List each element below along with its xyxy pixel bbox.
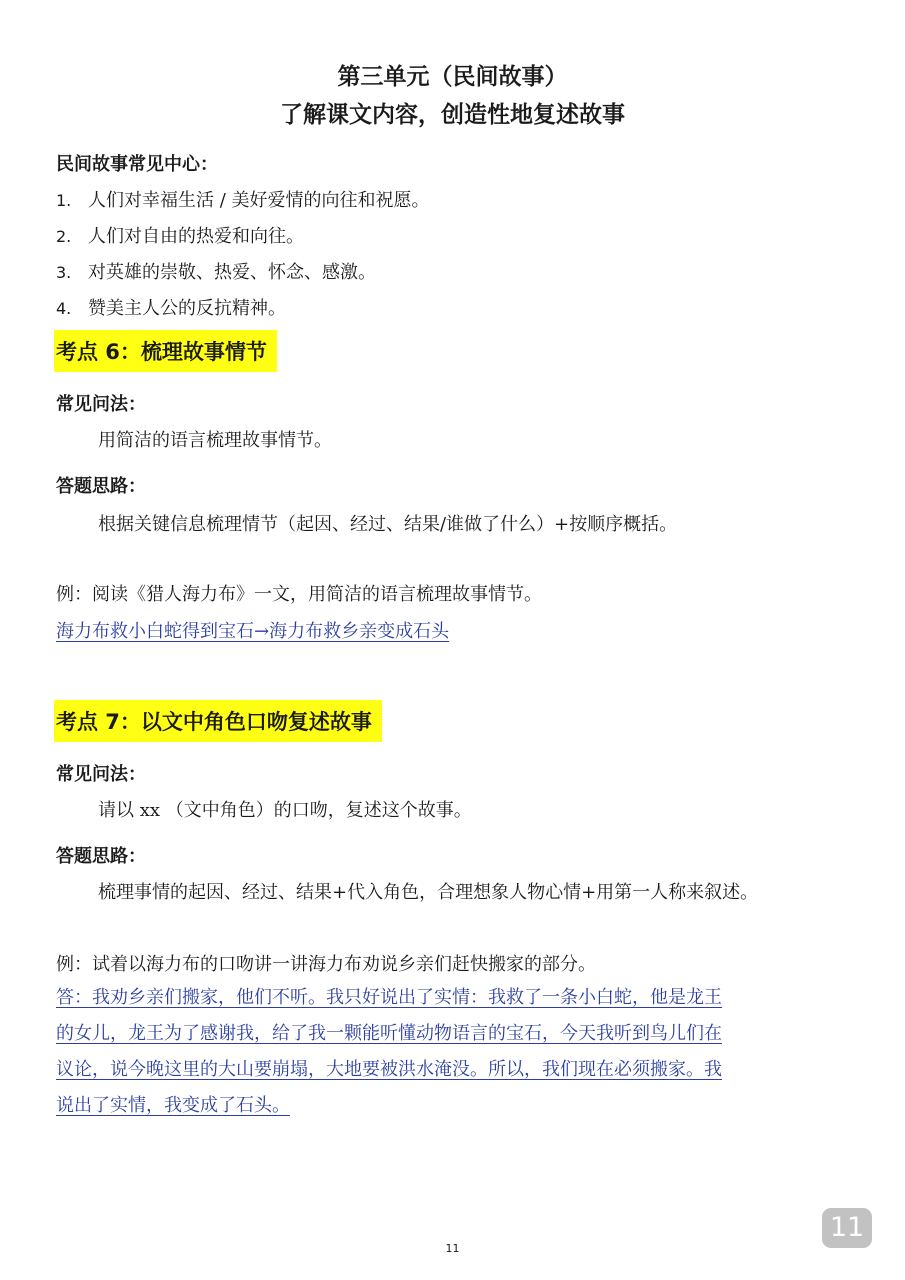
- list-item-text: 对英雄的崇敬、热爱、怀念、感激。: [88, 262, 376, 283]
- list-item-number: 2.: [56, 227, 72, 246]
- page-badge: 11: [822, 1208, 872, 1248]
- answer-line: 答：我劝乡亲们搬家，他们不听。我只好说出了实情：我救了一条小白蛇，他是龙王: [56, 987, 722, 1008]
- point7-method-label: 答题思路：: [56, 846, 146, 867]
- answer-line: 说出了实情，我变成了石头。: [56, 1095, 290, 1116]
- page-subtitle: 了解课文内容，创造性地复述故事: [280, 102, 625, 128]
- point6-answer: 海力布救小白蛇得到宝石→海力布救乡亲变成石头: [56, 621, 450, 642]
- point7-method: 梳理事情的起因、经过、结果+代入角色，合理想象人物心情+用第一人称来叙述。: [98, 882, 759, 903]
- page-number: 11: [445, 1242, 460, 1255]
- answer-line: 的女儿，龙王为了感谢我，给了我一颗能听懂动物语言的宝石，今天我听到鸟儿们在: [56, 1023, 722, 1044]
- list-item-text: 人们对自由的热爱和向往。: [88, 226, 304, 247]
- list-item-number: 4.: [56, 299, 72, 318]
- point6-heading: 考点 6：梳理故事情节: [54, 330, 277, 372]
- answer-line: 议论，说今晚这里的大山要崩塌，大地要被洪水淹没。所以，我们现在必须搬家。我: [56, 1059, 722, 1080]
- list-item-text: 人们对幸福生活 / 美好爱情的向往和祝愿。: [88, 190, 430, 211]
- point7-question: 请以 xx （文中角色）的口吻，复述这个故事。: [98, 800, 472, 821]
- list-item: [56, 186, 430, 212]
- point6-question: 用简洁的语言梳理故事情节。: [98, 430, 332, 451]
- point6-method-label: 答题思路：: [56, 476, 146, 497]
- point7-answer: [56, 980, 856, 1124]
- list-item-number: 3.: [56, 263, 72, 282]
- point7-question-label: 常见问法：: [56, 764, 146, 785]
- list-item-text: 赞美主人公的反抗精神。: [88, 298, 286, 319]
- list-item-number: 1.: [56, 191, 72, 210]
- themes-heading: 民间故事常见中心：: [56, 154, 218, 175]
- point6-method: 根据关键信息梳理情节（起因、经过、结果/谁做了什么）+按顺序概括。: [98, 514, 678, 535]
- point7-heading: 考点 7：以文中角色口吻复述故事: [54, 700, 382, 742]
- list-item: [56, 222, 304, 248]
- list-item: [56, 294, 286, 320]
- point6-question-label: 常见问法：: [56, 394, 146, 415]
- unit-title: 第三单元（民间故事）: [337, 64, 568, 90]
- point7-example: 例：试着以海力布的口吻讲一讲海力布劝说乡亲们赶快搬家的部分。: [56, 954, 596, 975]
- point6-example: 例：阅读《猎人海力布》一文，用简洁的语言梳理故事情节。: [56, 584, 542, 605]
- list-item: [56, 258, 376, 284]
